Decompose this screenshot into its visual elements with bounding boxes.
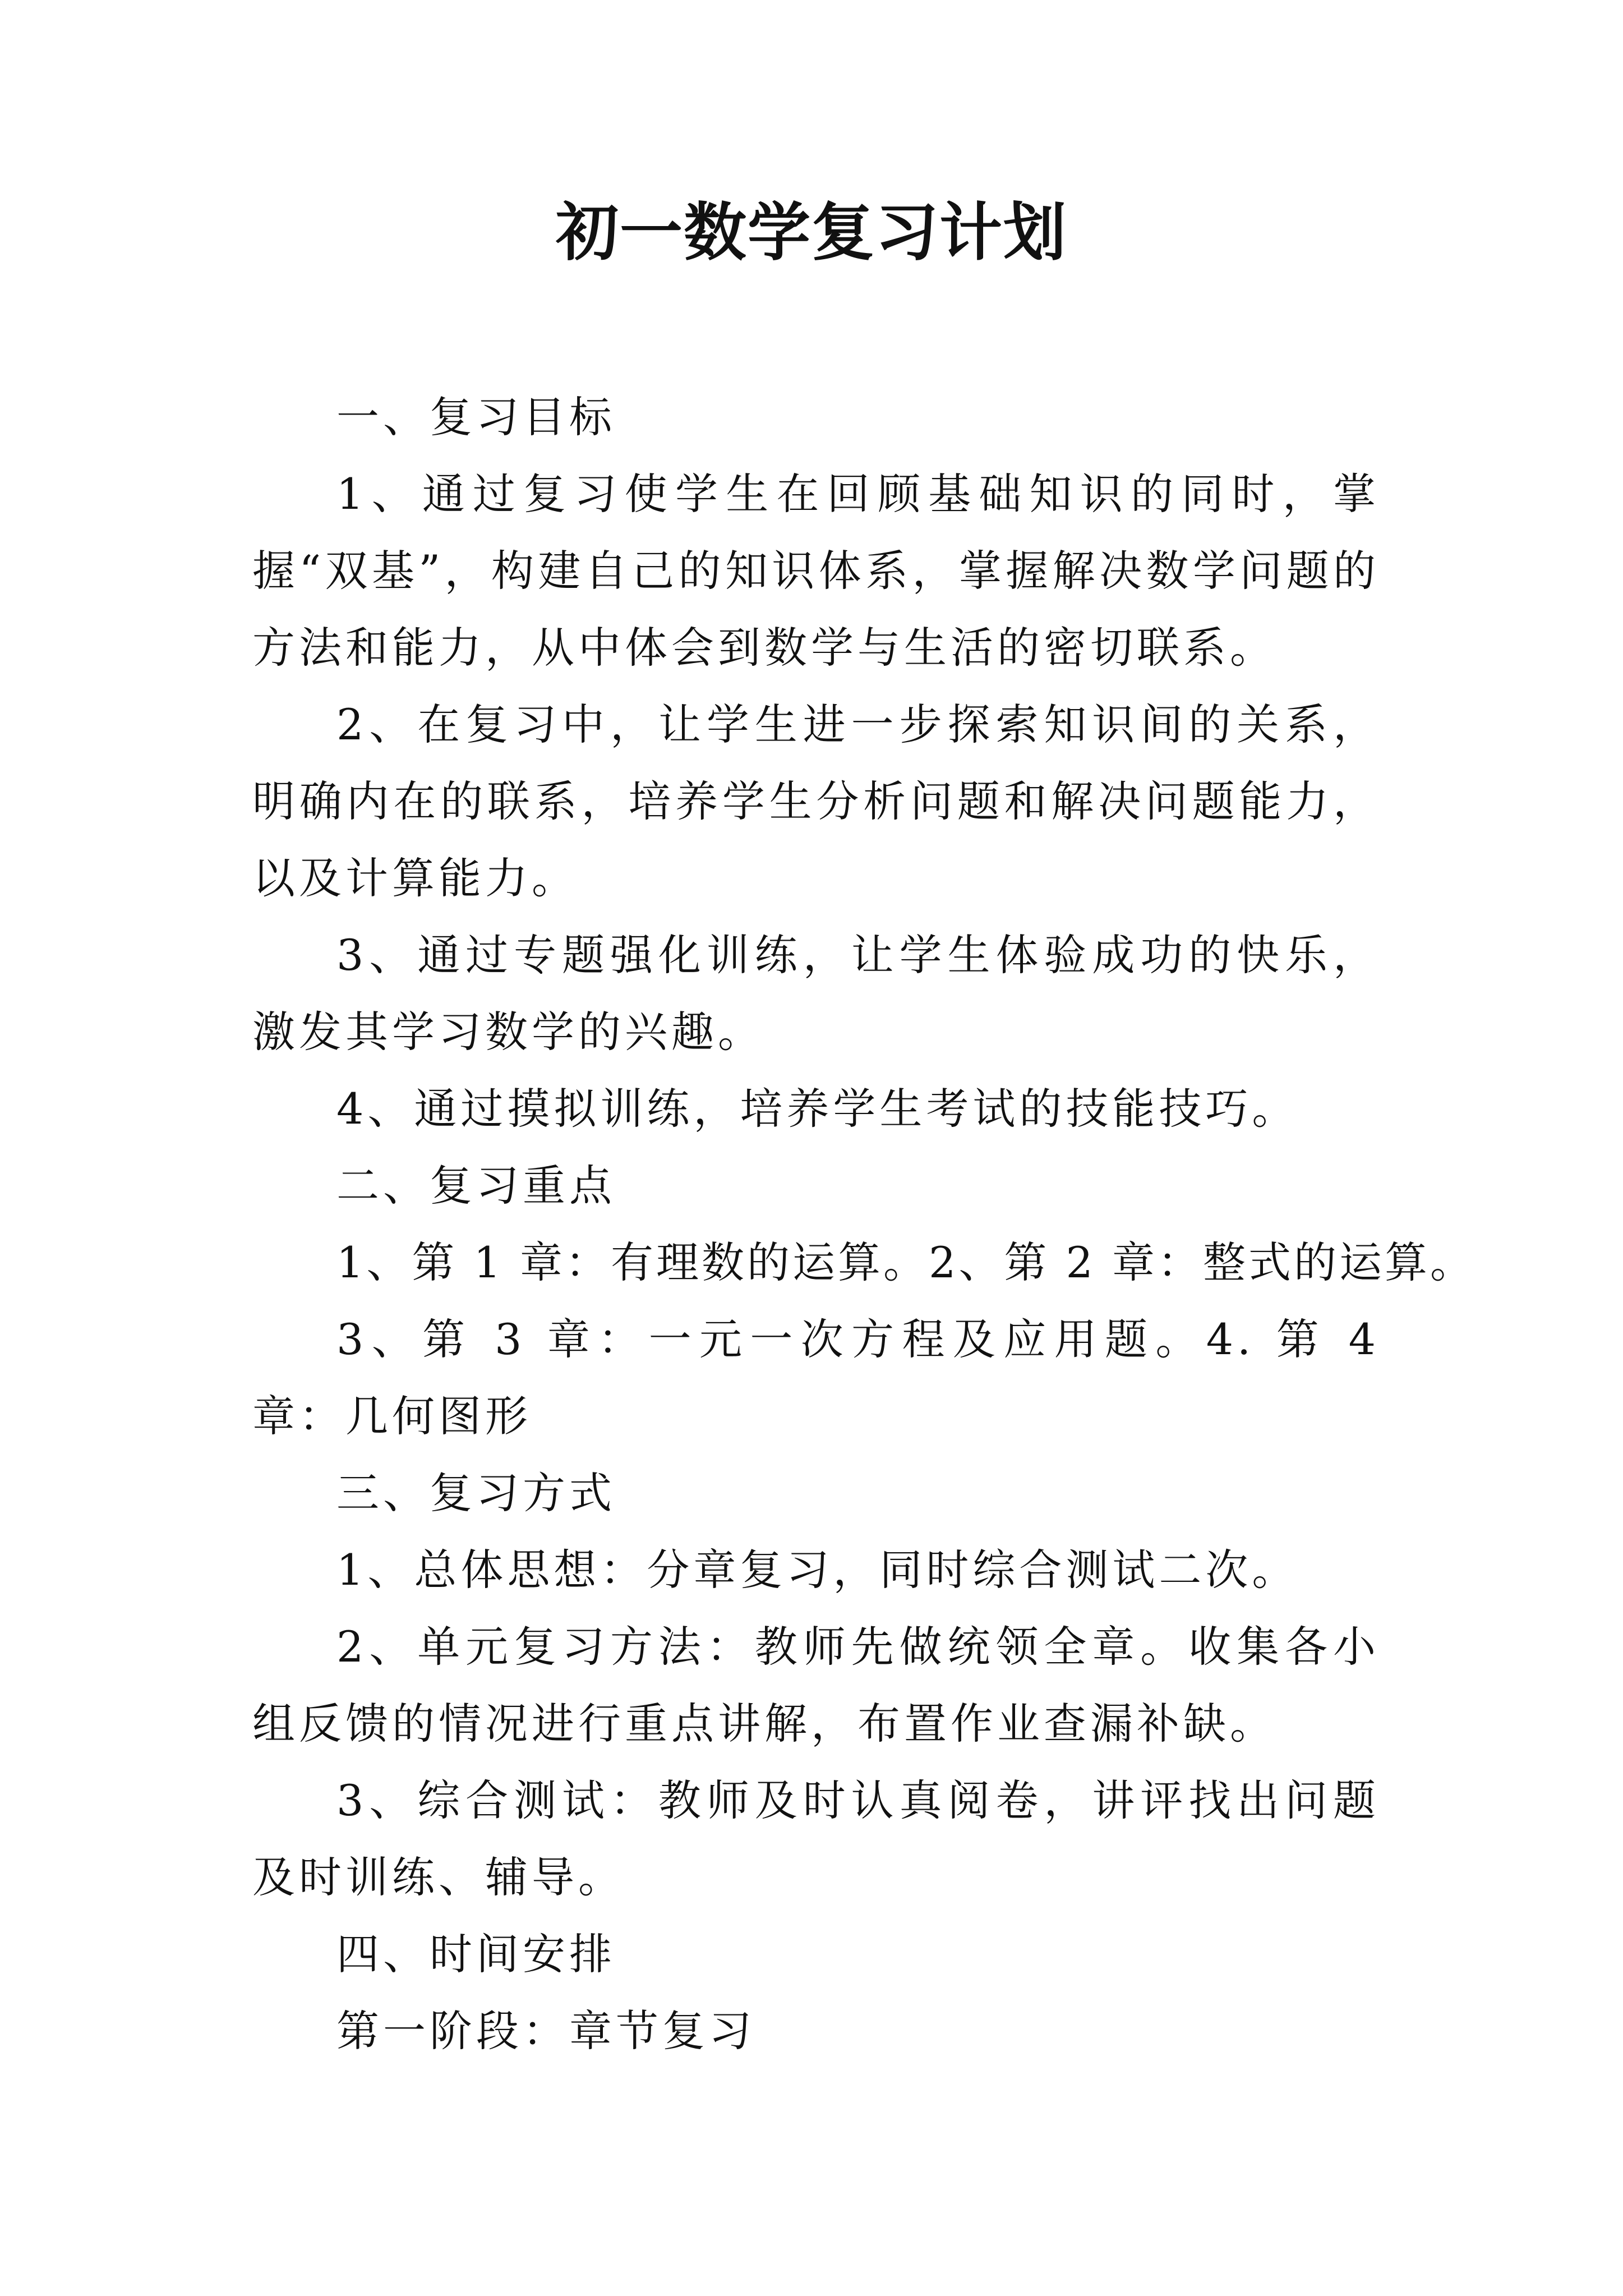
paragraph-focus-1: 1、第 1 章：有理数的运算。2、第 2 章：整式的运算。: [336, 1237, 1476, 1287]
paragraph-goal-2: 2、在复习中，让学生进一步探索知识间的关系，明确内在的联系，培养学生分析问题和解决问题能力，以及计算能力。: [252, 700, 1380, 903]
paragraph-goal-1: 1、通过复习使学生在回顾基础知识的同时，掌握“双基”，构建自己的知识体系，掌握解决数学问题的方法和能力，从中体会到数学与生活的密切联系。: [252, 469, 1380, 673]
paragraph-method-1: 1、总体思想：分章复习，同时综合测试二次。: [336, 1545, 1299, 1595]
paragraph-goal-3: 3、通过专题强化训练，让学生体验成功的快乐，激发其学习数学的兴趣。: [252, 930, 1380, 1057]
paragraph-stage-1: 第一阶段：章节复习: [336, 2006, 755, 2056]
document-title: 初一数学复习计划: [556, 196, 1067, 269]
paragraph-method-2: 2、单元复习方法：教师先做统领全章。收集各小组反馈的情况进行重点讲解，布置作业查漏补缺。: [252, 1622, 1380, 1749]
paragraph-goal-4: 4、通过摸拟训练，培养学生考试的技能技巧。: [336, 1084, 1299, 1134]
section-heading-review-method: 三、复习方式: [336, 1468, 616, 1518]
section-heading-schedule: 四、时间安排: [336, 1929, 616, 1979]
paragraph-method-3: 3、综合测试：教师及时认真阅卷，讲评找出问题及时训练、辅导。: [252, 1775, 1380, 1902]
section-heading-review-goals: 一、复习目标: [336, 392, 616, 442]
section-heading-review-focus: 二、复习重点: [336, 1161, 616, 1211]
document-body: [252, 379, 1476, 2069]
paragraph-focus-2: 3、第 3 章：一元一次方程及应用题。4. 第 4 章：几何图形: [252, 1314, 1380, 1441]
